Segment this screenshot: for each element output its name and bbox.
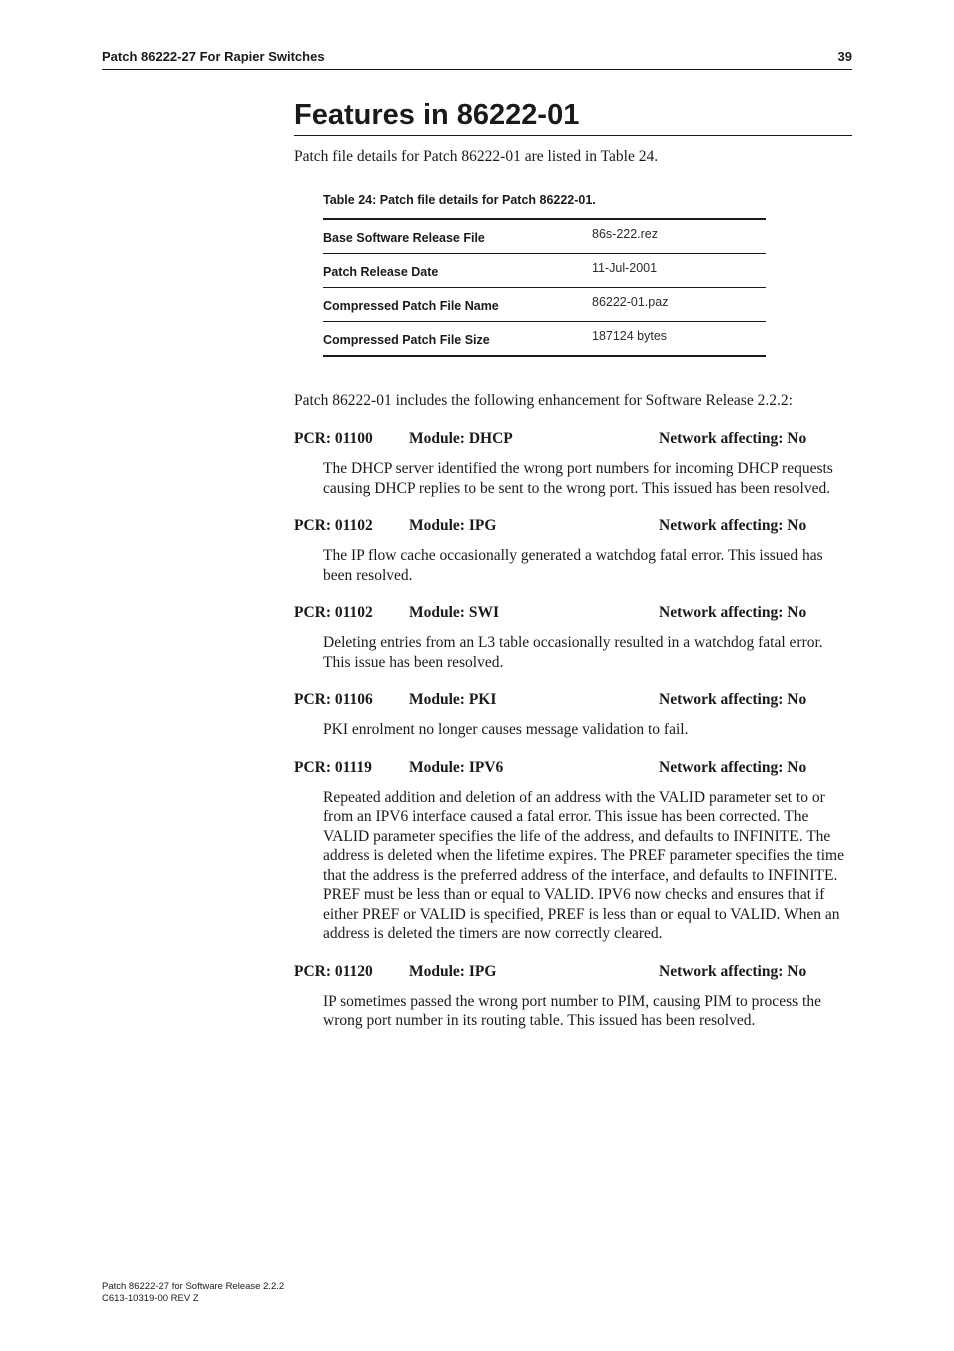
table-row — [323, 254, 766, 288]
pcr-entry — [294, 604, 852, 672]
pcr-number: PCR: 01100 — [294, 430, 373, 447]
row-value: 86s-222.rez — [592, 219, 766, 254]
table-row — [323, 219, 766, 254]
running-footer — [102, 1281, 284, 1304]
row-label: Base Software Release File — [323, 219, 592, 254]
table-row — [323, 322, 766, 357]
pcr-network: Network affecting: No — [659, 517, 807, 534]
pcr-description: The IP flow cache occasionally generated a watchdog fatal error. This issued has been resolved. — [323, 547, 823, 584]
pcr-heading — [294, 691, 852, 711]
pcr-entry — [294, 517, 852, 585]
pcr-description: PKI enrolment no longer causes message validation to fail. — [323, 721, 689, 738]
pcr-number: PCR: 01120 — [294, 962, 373, 980]
pcr-description: The DHCP server identified the wrong port numbers for incoming DHCP requests causing DHCP replies to be sent to the wrong port. This issued has been resolved. — [323, 460, 833, 497]
pcr-module: Module: DHCP — [409, 430, 513, 447]
pcr-entry — [294, 759, 852, 944]
page-number: 39 — [837, 49, 852, 64]
pcr-number: PCR: 01102 — [294, 604, 373, 621]
running-header — [102, 48, 852, 70]
pcr-entry — [294, 963, 852, 1031]
pcr-description: Repeated addition and deletion of an address with the VALID parameter set to or from an IPV6 interface caused a fatal error. This issue has been corrected. The VALID parameter specifies the life of the address, and defaults to INFINITE. The address is deleted when the lifetime expires. The PREF parameter specifies the time that the address is the preferred address of the interface, and defaults to INFINITE. PREF must be less than or equal to VALID. IPV6 now checks and ensures that if either PREF or VALID is specified, PREF is less than or equal to VALID. When an address is deleted the timers are now correctly cleared. — [323, 788, 844, 942]
row-value: 187124 bytes — [592, 328, 668, 343]
footer-doc-code: C613-10319-00 REV Z — [102, 1292, 199, 1304]
pcr-number: PCR: 01106 — [294, 691, 373, 708]
patch-details-table — [323, 218, 766, 357]
pcr-network: Network affecting: No — [659, 758, 807, 776]
table-caption: Table 24: Patch file details for Patch 86222-01. — [323, 193, 596, 207]
pcr-heading — [294, 963, 852, 983]
footer-release: Patch 86222-27 for Software Release 2.2.2 — [102, 1281, 285, 1292]
pcr-module: Module: IPG — [409, 962, 497, 980]
pcr-entry — [294, 430, 852, 498]
pcr-module: Module: IPG — [409, 517, 497, 534]
section-title: Features in 86222-01 — [294, 96, 852, 136]
pcr-module: Module: IPV6 — [409, 758, 504, 776]
pcr-heading — [294, 604, 852, 624]
pcr-network: Network affecting: No — [659, 962, 807, 980]
intro-paragraph: Patch file details for Patch 86222-01 are listed in Table 24. — [294, 148, 659, 165]
pcr-number: PCR: 01119 — [294, 758, 372, 776]
header-title: Patch 86222-27 For Rapier Switches — [102, 49, 325, 64]
table-row — [323, 288, 766, 322]
pcr-heading — [294, 759, 852, 779]
enhancement-lead: Patch 86222-01 includes the following enhancement for Software Release 2.2.2: — [294, 392, 793, 409]
pcr-module: Module: PKI — [409, 691, 497, 708]
row-label: Patch Release Date — [323, 254, 592, 288]
pcr-entry — [294, 691, 852, 740]
pcr-network: Network affecting: No — [659, 691, 807, 708]
row-value: 11-Jul-2001 — [592, 254, 766, 288]
pcr-description: IP sometimes passed the wrong port number to PIM, causing PIM to process the wrong port number in its routing table. This issued has been resolved. — [323, 992, 821, 1029]
main-content — [294, 96, 852, 1031]
pcr-heading — [294, 430, 852, 450]
row-label: Compressed Patch File Name — [323, 288, 592, 322]
pcr-network: Network affecting: No — [659, 604, 807, 621]
pcr-description: Deleting entries from an L3 table occasionally resulted in a watchdog fatal error. This issue has been resolved. — [323, 634, 823, 671]
pcr-module: Module: SWI — [409, 604, 499, 621]
pcr-network: Network affecting: No — [659, 430, 807, 447]
pcr-number: PCR: 01102 — [294, 517, 373, 534]
row-value: 86222-01.paz — [592, 288, 766, 322]
pcr-heading — [294, 517, 852, 537]
row-label: Compressed Patch File Size — [323, 332, 490, 347]
